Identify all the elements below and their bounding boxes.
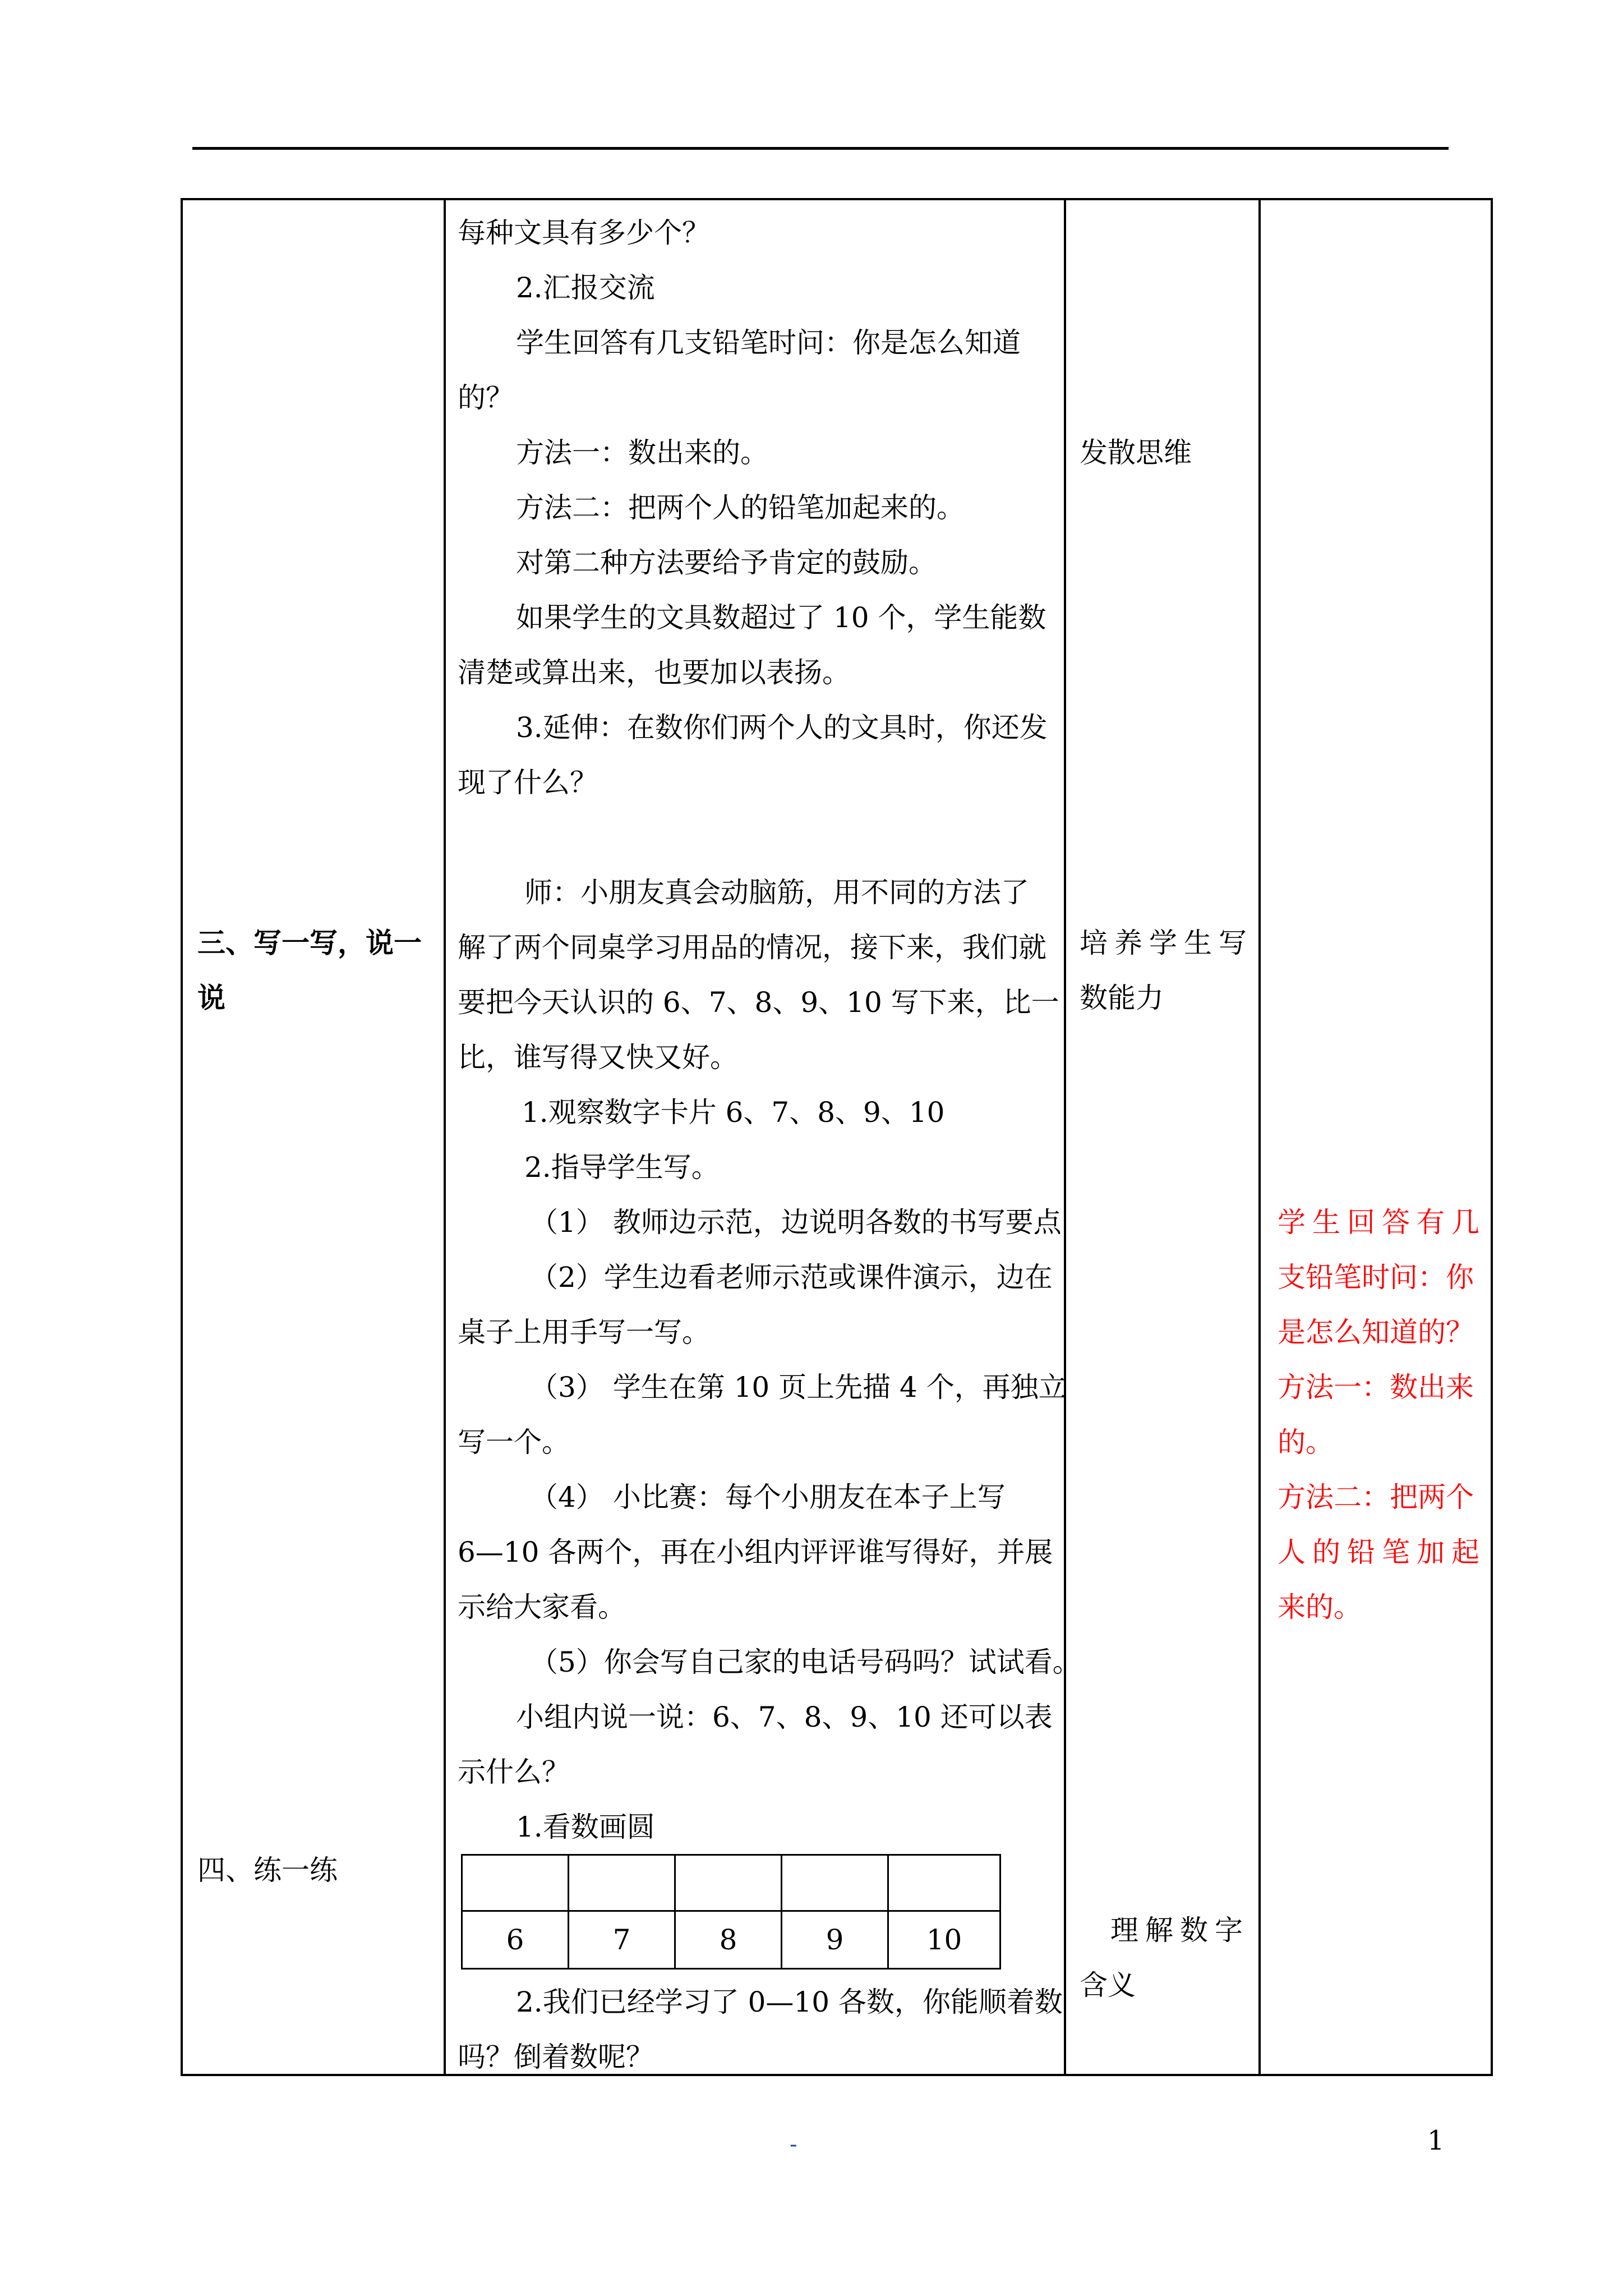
content-line: 师：小朋友真会动脑筋，用不同的方法了 bbox=[524, 876, 1029, 909]
content-line: 解了两个同桌学习用品的情况，接下来，我们就 bbox=[458, 931, 1046, 964]
content-line: 如果学生的文具数超过了 10 个，学生能数 bbox=[516, 601, 1046, 634]
content-line: （3） 学生在第 10 页上先描 4 个，再独立 bbox=[530, 1371, 1067, 1404]
content-line: 吗？倒着数呢？ bbox=[458, 2041, 654, 2073]
content-line: 方法一：数出来的。 bbox=[516, 436, 768, 469]
content-line: 2.指导学生写。 bbox=[524, 1151, 720, 1184]
number-cell: 10 bbox=[926, 1924, 962, 1956]
number-circle-table bbox=[461, 1854, 1001, 1970]
content-line: 1.看数画圆 bbox=[516, 1811, 655, 1843]
number-cell: 6 bbox=[463, 1912, 569, 1968]
content-line: 2.我们已经学习了 0—10 各数，你能顺着数 bbox=[516, 1986, 1063, 2018]
content-line: 小组内说一说：6、7、8、9、10 还可以表 bbox=[516, 1701, 1053, 1733]
note-line: 来的。 bbox=[1278, 1591, 1362, 1623]
content-line: 1.观察数字卡片 6、7、8、9、10 bbox=[522, 1096, 945, 1129]
stage-practice: 四、练一练 bbox=[197, 1854, 338, 1887]
note-line: 方法一：数出来 bbox=[1278, 1371, 1474, 1404]
note-line: 学生回答有几 bbox=[1278, 1206, 1486, 1239]
content-line: 示什么？ bbox=[458, 1756, 570, 1788]
note-line: 人的铅笔加起 bbox=[1278, 1536, 1486, 1568]
note-line: 是怎么知道的？ bbox=[1278, 1316, 1474, 1349]
content-line: （5）你会写自己家的电话号码吗？试试看。 bbox=[530, 1646, 1081, 1678]
number-cell: 7 bbox=[569, 1912, 676, 1968]
column-divider bbox=[444, 200, 446, 2074]
column-divider bbox=[1064, 200, 1066, 2074]
content-line: 2.汇报交流 bbox=[516, 272, 655, 304]
content-line: 对第二种方法要给予肯定的鼓励。 bbox=[516, 546, 937, 579]
content-line: （1） 教师边示范，边说明各数的书写要点 bbox=[530, 1206, 1062, 1239]
footer-dash: - bbox=[790, 2132, 797, 2157]
content-line: 学生回答有几支铅笔时问：你是怎么知道 bbox=[516, 326, 1021, 359]
intent-writing-cont: 数能力 bbox=[1080, 982, 1164, 1014]
stage-write-say: 三、写一写，说一 bbox=[197, 926, 422, 959]
content-line: （4） 小比赛：每个小朋友在本子上写 bbox=[530, 1481, 1006, 1513]
column-divider bbox=[1258, 200, 1261, 2074]
circle-cell bbox=[676, 1856, 782, 1912]
note-line: 方法二：把两个 bbox=[1278, 1481, 1474, 1513]
content-line: 示给大家看。 bbox=[458, 1591, 626, 1623]
content-line: 要把今天认识的 6、7、8、9、10 写下来，比一 bbox=[458, 986, 1059, 1019]
content-line: 3.延伸：在数你们两个人的文具时，你还发 bbox=[516, 711, 1048, 744]
content-line: 写一个。 bbox=[458, 1426, 570, 1458]
intent-divergent: 发散思维 bbox=[1080, 436, 1192, 469]
circle-cell bbox=[569, 1856, 676, 1912]
content-line: 的？ bbox=[458, 381, 514, 414]
stage-write-say-cont: 说 bbox=[197, 981, 225, 1014]
intent-meaning: 理解数字 bbox=[1110, 1914, 1249, 1947]
circle-cell bbox=[889, 1856, 999, 1912]
number-cell: 9 bbox=[782, 1912, 889, 1968]
note-line: 的。 bbox=[1278, 1426, 1334, 1458]
intent-writing: 培养学生写 bbox=[1080, 927, 1253, 959]
header-rule bbox=[192, 147, 1449, 150]
content-line: 桌子上用手写一写。 bbox=[458, 1316, 710, 1349]
note-line: 支铅笔时问：你 bbox=[1278, 1261, 1474, 1294]
page-number: 1 bbox=[1427, 2125, 1445, 2156]
content-line: 方法二：把两个人的铅笔加起来的。 bbox=[516, 491, 965, 524]
content-line: （2）学生边看老师示范或课件演示，边在 bbox=[530, 1261, 1053, 1294]
content-line: 每种文具有多少个？ bbox=[458, 217, 710, 249]
circle-cell bbox=[782, 1856, 889, 1912]
intent-meaning-cont: 含义 bbox=[1080, 1969, 1136, 2001]
content-line: 比，谁写得又快又好。 bbox=[458, 1041, 738, 1074]
content-line: 清楚或算出来，也要加以表扬。 bbox=[458, 656, 850, 689]
content-line: 现了什么？ bbox=[458, 766, 598, 799]
content-line: 6—10 各两个，再在小组内评评谁写得好，并展 bbox=[458, 1536, 1053, 1568]
circle-cell bbox=[463, 1856, 569, 1912]
number-cell: 8 bbox=[676, 1912, 782, 1968]
